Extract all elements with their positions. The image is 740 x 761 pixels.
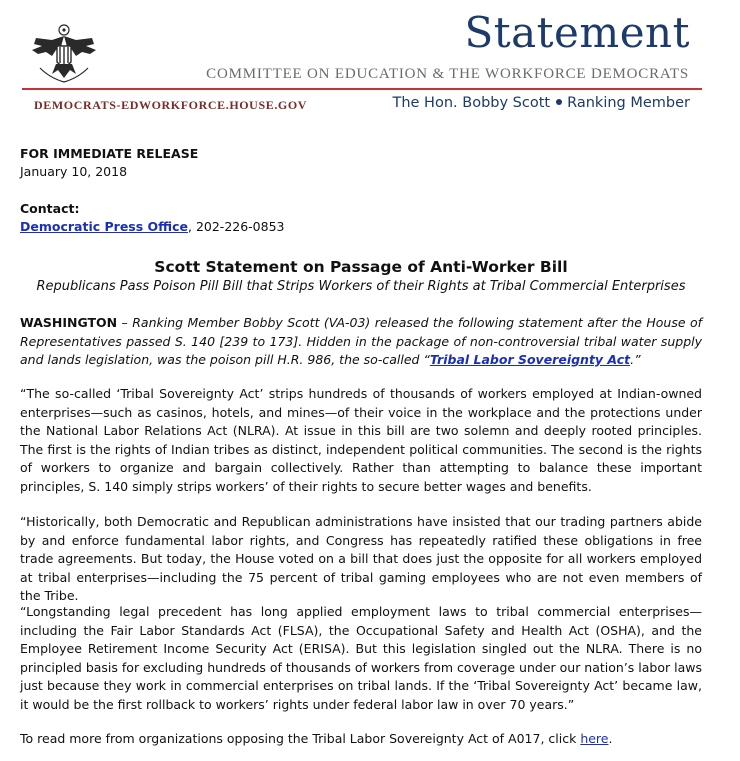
quote-paragraph-1: “The so-called ‘Tribal Sovereignty Act’ strips hundreds of thousands of workers employed at Indian-owned enterprises—such as casinos, hotels, and mines—of their voice in the workplace and the protections under the National Labor Relations Act (NLRA). At issue in this bill are two solemn and deeply rooted principles. The first is the rights of Indian tribes as distinct, independent political communities. The second is the rights of workers to organize and bargain collectively. Rather than attempting to balance these important principles, S. 140 simply strips workers’ of their rights to secure better wages and benefits. xyxy=(20,386,702,494)
statement-title: Statement xyxy=(464,8,690,57)
tribal-labor-act-link[interactable]: Tribal Labor Sovereignty Act xyxy=(429,352,631,367)
press-office-link[interactable]: Democratic Press Office xyxy=(20,219,188,234)
release-info xyxy=(20,145,702,181)
website-url: DEMOCRATS-EDWORKFORCE.HOUSE.GOV xyxy=(34,98,308,112)
house-seal-eagle-logo xyxy=(30,22,98,84)
contact-label: Contact: xyxy=(20,201,80,216)
header-divider xyxy=(22,88,702,90)
subheadline: Republicans Pass Poison Pill Bill that Strips Workers of their Rights at Tribal Commercial Enterprises xyxy=(36,279,686,294)
member-role: Ranking Member xyxy=(567,95,690,111)
closing-text: To read more from organizations opposing the Tribal Labor Sovereignty Act of A017, click xyxy=(20,731,581,746)
member-line xyxy=(392,95,690,111)
headline: Scott Statement on Passage of Anti-Worker Bill xyxy=(154,258,568,276)
closing-paragraph xyxy=(20,730,702,749)
release-date: January 10, 2018 xyxy=(20,164,128,179)
contact-info xyxy=(20,200,702,236)
intro-paragraph xyxy=(20,314,702,370)
release-label: FOR IMMEDIATE RELEASE xyxy=(20,146,199,161)
intro-end: .” xyxy=(630,352,641,367)
dateline: WASHINGTON xyxy=(20,315,118,330)
quote-paragraph-2: “Historically, both Democratic and Republican administrations have insisted that our trading partners abide by and enforce fundamental labor rights, and Congress has repeatedly ratified these obligations in free trade agreements. But today, the House voted on a bill that does just the opposite for all workers employed at tribal enterprises—including the 75 percent of tribal gaming employees who are not even members of the Tribe. xyxy=(20,514,702,603)
dateline-dash: – xyxy=(117,315,133,330)
committee-name: COMMITTEE ON EDUCATION & THE WORKFORCE DEMOCRATS xyxy=(206,66,689,82)
quote-paragraph-3: “Longstanding legal precedent has long applied employment laws to tribal commercial enterprises—including the Fair Labor Standards Act (FLSA), the Occupational Safety and Health Act (OSHA), and the Employee Retirement Income Security Act (ERISA). But this legislation singled out the NLRA. There is no principled basis for excluding hundreds of thousands of workers from coverage under our nation’s labor laws just because they work in commercial enterprises on tribal lands. If the ‘Tribal Sovereignty Act’ became law, it would be the first rollback to workers’ rights under federal labor law in over 70 years.” xyxy=(20,604,702,712)
member-name: The Hon. Bobby Scott xyxy=(392,95,551,111)
closing-end: . xyxy=(608,731,613,746)
intro-text: Ranking Member Bobby Scott (VA-03) released the following statement after the House of Representatives passed S. 140 [239 to 173]. Hidden in the package of non-controversial tribal water supply and lands legislation, was the poison pill H.R. 986, the so-called “ xyxy=(20,315,703,367)
bullet-dot-icon xyxy=(556,99,562,105)
here-link[interactable]: here xyxy=(580,731,609,746)
contact-phone: , 202-226-0853 xyxy=(188,219,285,234)
